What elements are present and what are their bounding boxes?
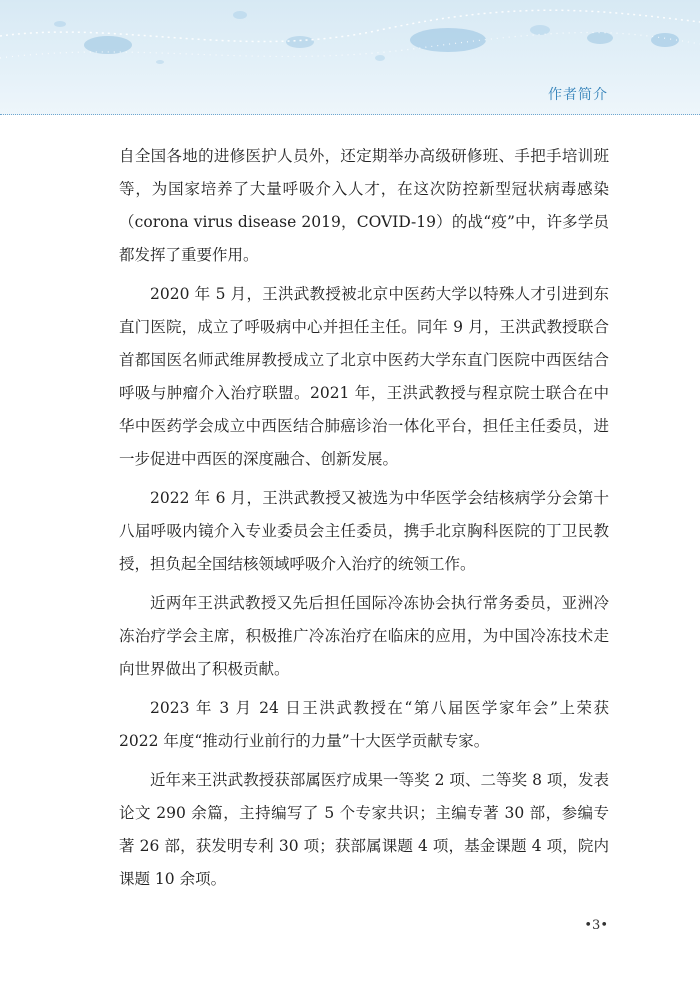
paragraph: 自全国各地的进修医护人员外，还定期举办高级研修班、手把手培训班等，为国家培养了大量呼吸介入人才，在这次防控新型冠状病毒感染（corona virus disease 2019，COVID-19）的战“疫”中，许多学员都发挥了重要作用。 (119, 147, 609, 264)
paragraph: 2020 年 5 月，王洪武教授被北京中医药大学以特殊人才引进到东直门医院，成立了呼吸病中心并担任主任。同年 9 月，王洪武教授联合首都国医名师武维屏教授成立了北京中医药大学东直门医院中西医结合呼吸与肿瘤介入治疗联盟。2021 年，王洪武教授与程京院士联合在中华中医药学会成立中西医结合肺癌诊治一体化平台，担任主任委员，进一步促进中西医的深度融合、创新发展。 (119, 285, 609, 468)
paragraph: 2022 年 6 月，王洪武教授又被选为中华医学会结核病学分会第十八届呼吸内镜介入专业委员会主任委员，携手北京胸科医院的丁卫民教授，担负起全国结核领域呼吸介入治疗的统领工作。 (119, 489, 609, 573)
paragraph: 近年来王洪武教授获部属医疗成果一等奖 2 项、二等奖 8 项，发表论文 290 余篇，主持编写了 5 个专家共识；主编专著 30 部，参编专著 26 部，获发明专利 30 项；获部属课题 4 项，基金课题 4 项，院内课题 10 余项。 (119, 771, 609, 888)
header-divider (0, 114, 700, 115)
paragraph: 2023 年 3 月 24 日王洪武教授在“第八届医学家年会”上荣获 2022 年度“推动行业前行的力量”十大医学贡献专家。 (119, 699, 609, 750)
page-number: •3• (584, 918, 608, 933)
section-title: 作者简介 (548, 87, 608, 103)
main-text (119, 140, 609, 896)
header-decoration-band (0, 0, 700, 115)
paragraph: 近两年王洪武教授又先后担任国际冷冻协会执行常务委员，亚洲冷冻治疗学会主席，积极推广冷冻治疗在临床的应用，为中国冷冻技术走向世界做出了积极贡献。 (119, 594, 609, 678)
